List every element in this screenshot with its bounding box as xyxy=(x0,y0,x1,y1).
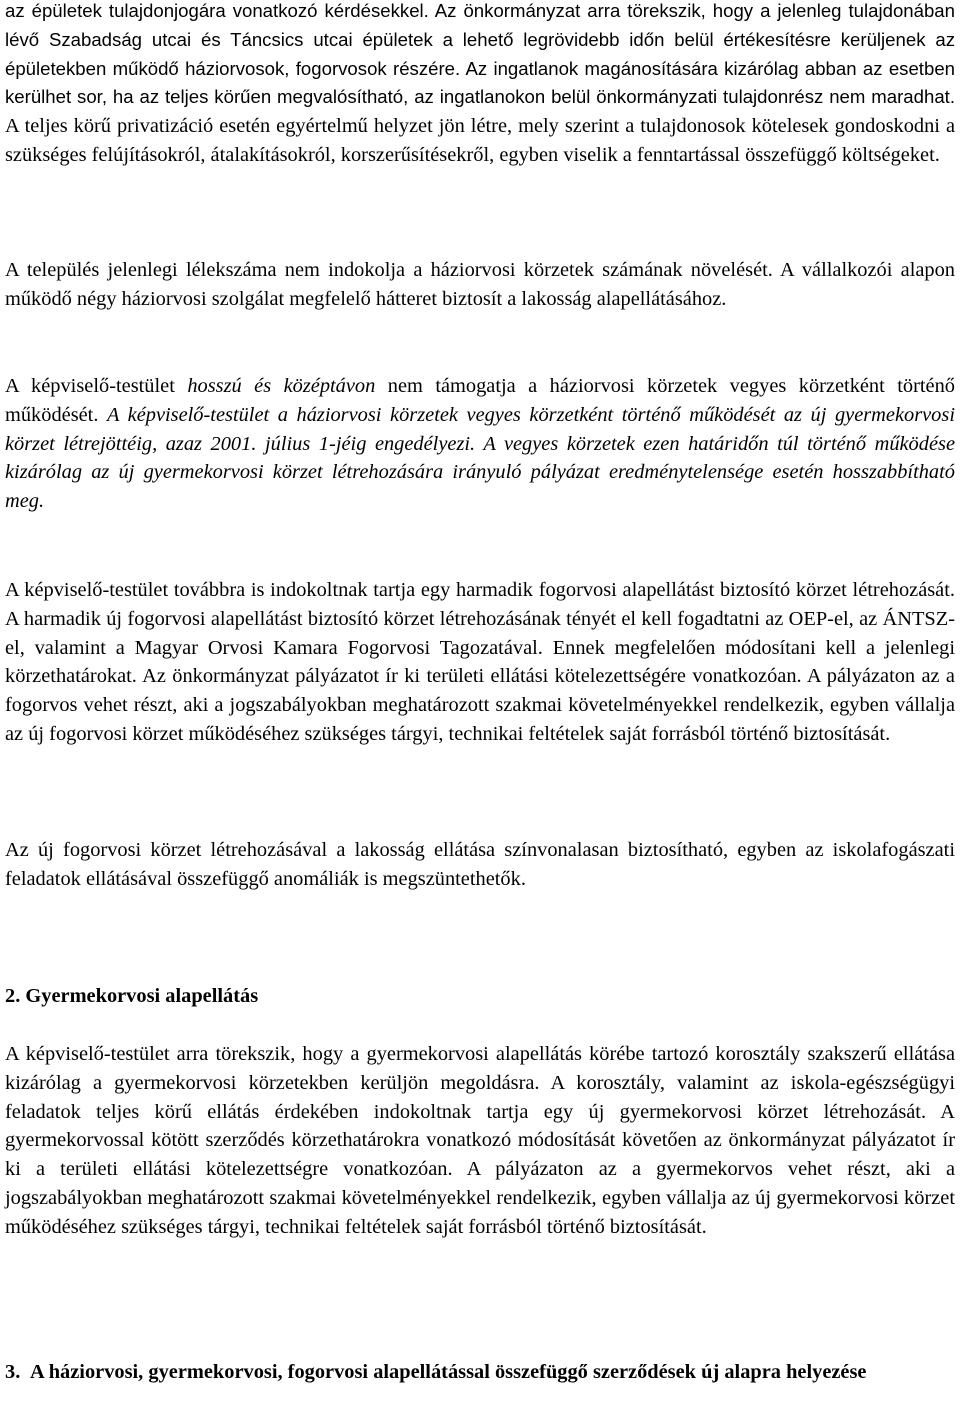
paragraph-dentist: A képviselő-testület továbbra is indokoltnak tartja egy harmadik fogorvosi alapellátást biztosító körzet létrehozását. A harmadik új fogorvosi alapellátást biztosító körzet létrehozásának tényét el kell fogadtatni az OEP-el, az ÁNTSZ-el, valamint a Magyar Orvosi Kamara Fogorvosi Tagozatával. Ennek megfelelően módosítani kell a jelenlegi körzethatárokat. Az önkormányzat pályázatot ír ki területi ellátási kötelezettségére vonatkozóan. A pályázaton az a fogorvos vehet részt, aki a jogszabályokban meghatározott szakmai követelményekkel rendelkezik, egyben vállalja az új fogorvosi körzet működéséhez szükséges tárgyi, technikai feltételek saját forrásból történő biztosítását. xyxy=(5,579,955,745)
section-2-title: Gyermekorvosi alapellátás xyxy=(25,985,259,1007)
paragraph-intro-part2: A teljes körű privatizáció esetén egyértelmű helyzet jön létre, mely szerint a tulajdonosok kötelesek gondoskodni a szükséges felújításokról, átalakításokról, korszerűsítésekről, egyben viselik a fenntartással összefüggő költségeket. xyxy=(5,115,955,166)
section-3-number: 3. xyxy=(5,1361,21,1383)
paragraph-mixed-districts xyxy=(5,372,955,516)
section-2-heading xyxy=(5,982,935,1011)
section-2-body: A képviselő-testület arra törekszik, hogy a gyermekorvosi alapellátás körébe tartozó korosztály szakszerű ellátása kizárólag a gyermekorvosi körzetekben kerüljön megoldásra. A korosztály, valamint az iskola-egészségügyi feladatok teljes körű ellátás érdekében indokoltnak tartja egy új gyermekorvosi körzet létrehozását. A gyermekorvossal kötött szerződés körzethatárokra vonatkozó módosítását követően az önkormányzat pályázatot ír ki a területi ellátási kötelezettségre vonatkozóan. A pályázaton az a gyermekorvos vehet részt, aki a jogszabályokban meghatározott szakmai követelményekkel rendelkezik, egyben vállalja az új gyermekorvosi körzet működéséhez szükséges tárgyi, technikai feltételek saját forrásból történő biztosítását. xyxy=(5,1043,955,1238)
paragraph-intro-part1: az épületek tulajdonjogára vonatkozó kérdésekkel. Az önkormányzat arra törekszik, hogy a jelenleg tulajdonában lévő Szabadság utcai és Táncsics utcai épületek a lehető legrövidebb időn belül értékesítésre kerüljenek az épületekben működő háziorvosok, fogorvosok részére. Az ingatlanok magánosítására kizárólag abban az esetben kerülhet sor, ha az teljes körűen megvalósítható, az ingatlanokon belül önkormányzati tulajdonrész nem maradhat. xyxy=(5,0,955,108)
section-3-title: A háziorvosi, gyermekorvosi, fogorvosi alapellátással összefüggő szerződések új alapra helyezése xyxy=(30,1361,867,1383)
section-2-number: 2. xyxy=(5,985,21,1007)
paragraph-intro xyxy=(5,0,955,170)
section-3-heading xyxy=(5,1358,935,1387)
mixed-text-b-italic: hosszú és középtávon xyxy=(187,375,376,397)
paragraph-population: A település jelenlegi lélekszáma nem indokolja a háziorvosi körzetek számának növelését. A vállalkozói alapon működő négy háziorvosi szolgálat megfelelő hátteret biztosít a lakosság alapellátásához. xyxy=(5,259,955,310)
paragraph-dentist-conclusion: Az új fogorvosi körzet létrehozásával a lakosság ellátása színvonalasan biztosítható, egyben az iskolafogászati feladatok ellátásával összefüggő anomáliák is megszüntethetők. xyxy=(5,839,955,890)
mixed-text-c: nem támogatja a háziorvosi körzetek vegyes körzetként történő működését. xyxy=(5,375,955,426)
mixed-text-d-italic: A képviselő-testület a háziorvosi körzetek vegyes körzetként történő működését az új gyermekorvosi körzet létrejöttéig, azaz 2001. július 1-jéig engedélyezi. A vegyes körzetek ezen határidőn túl történő működése kizárólag az új gyermekorvosi körzet létrehozására irányuló pályázat eredménytelensége esetén hosszabbítható meg. xyxy=(5,403,955,513)
mixed-text-a: A képviselő-testület xyxy=(5,375,188,397)
